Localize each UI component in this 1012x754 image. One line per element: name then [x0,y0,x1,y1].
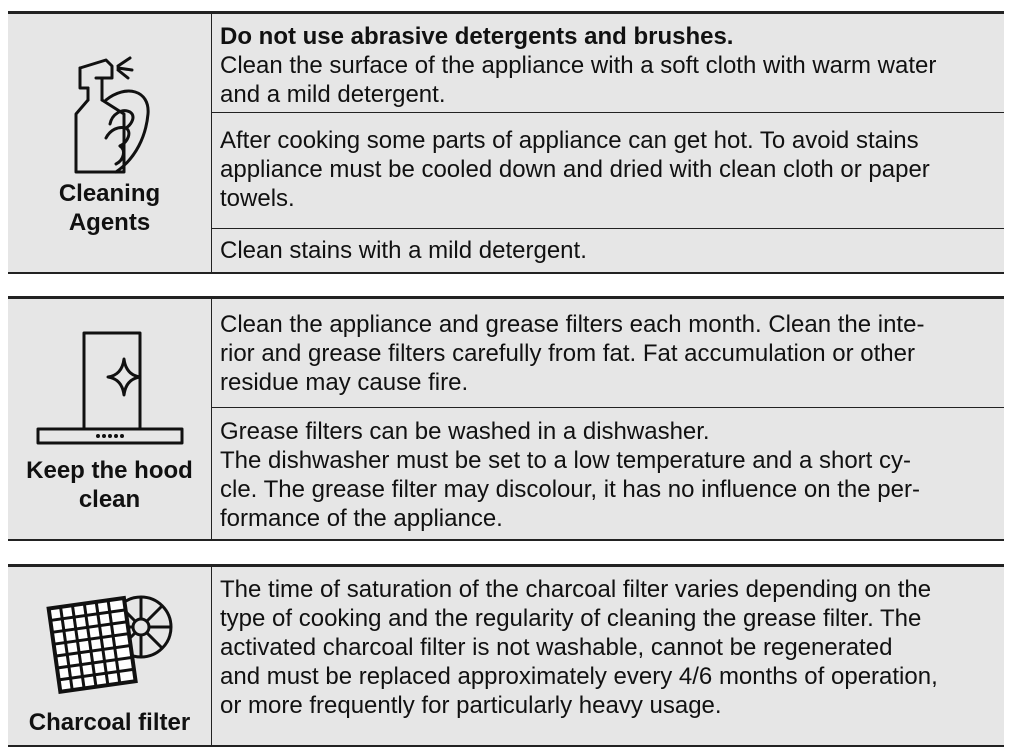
section-cleaning-agents [8,11,1004,274]
section-keep-hood-clean [8,296,1004,541]
section-label-panel [8,299,212,539]
section-charcoal-filter [8,564,1004,747]
cooker-hood-sparkle-icon [36,331,186,446]
text-line: towels. [220,185,295,212]
text-line: The time of saturation of the charcoal filter varies depending on the [220,576,932,603]
warning-heading: Do not use abrasive detergents and brushes. [220,23,734,50]
text-line: appliance must be cooled down and dried with clean cloth or paper [220,156,930,183]
text-line: and a mild detergent. [220,81,446,108]
section-title-line: Charcoal filter [28,709,191,736]
text-line: Clean the appliance and grease filters each month. Clean the inte- [220,311,925,338]
section-title-line: clean [78,486,141,513]
section-title-line: Cleaning [58,180,161,207]
text-line: After cooking some parts of appliance can get hot. To avoid stains [220,127,919,154]
text-line: residue may cause fire. [220,369,469,396]
text-row [212,113,1004,229]
text-row [212,14,1004,113]
text-line: The dishwasher must be set to a low temperature and a short cy- [220,447,911,474]
section-title-line: Keep the hood [26,457,193,484]
text-row [212,408,1004,539]
spray-bottle-cloth-icon [66,54,156,179]
text-line: rior and grease filters carefully from fat. Fat accumulation or other [220,340,915,367]
text-line: Clean stains with a mild detergent. [220,237,587,264]
text-line: type of cooking and the regularity of cleaning the grease filter. The [220,605,922,632]
charcoal-filter-icon [46,579,176,699]
text-line: or more frequently for particularly heavy usage. [220,692,722,719]
text-line: activated charcoal filter is not washable, cannot be regenerated [220,634,893,661]
text-line: formance of the appliance. [220,505,503,532]
text-line: Clean the surface of the appliance with a soft cloth with warm water [220,52,937,79]
section-label-panel [8,14,212,272]
text-row [212,567,1004,745]
section-title-line: Agents [68,209,151,236]
text-row [212,299,1004,408]
text-line: Grease filters can be washed in a dishwasher. [220,418,710,445]
text-row [212,229,1004,272]
text-line: and must be replaced approximately every 4/6 months of operation, [220,663,938,690]
text-line: cle. The grease filter may discolour, it has no influence on the per- [220,476,920,503]
section-label-panel [8,567,212,745]
